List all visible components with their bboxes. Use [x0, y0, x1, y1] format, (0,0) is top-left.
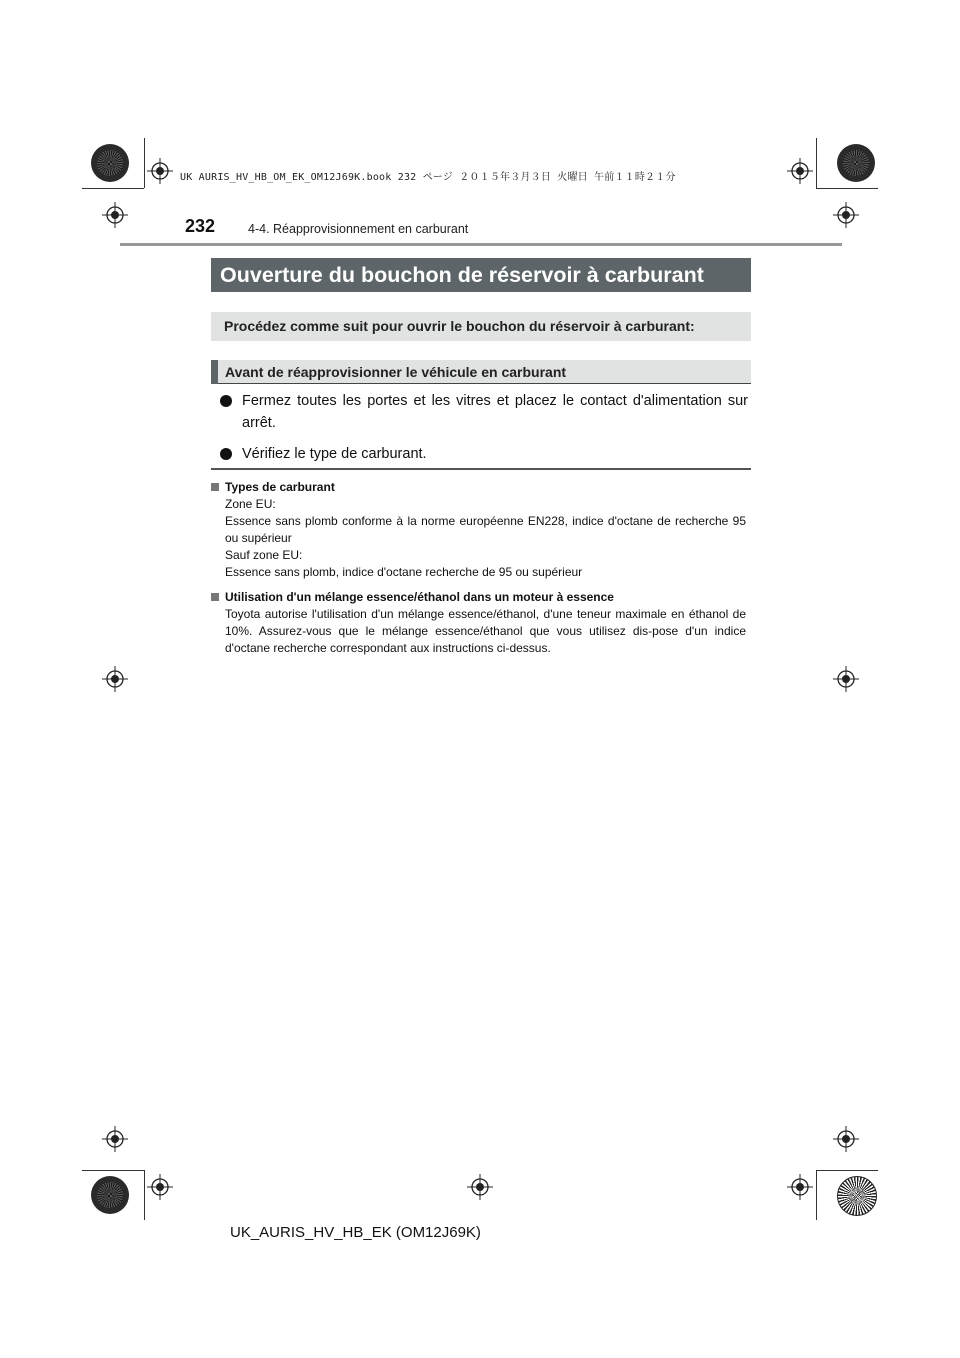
registration-mark-icon — [147, 1174, 173, 1200]
registration-mark-icon — [787, 158, 813, 184]
registration-mark-icon — [147, 158, 173, 184]
crop-line — [816, 188, 878, 189]
crop-line — [816, 1170, 878, 1171]
color-rosette-top-right — [837, 144, 875, 182]
registration-mark-icon — [833, 202, 859, 228]
color-rosette-top-left — [91, 144, 129, 182]
header-rule — [120, 243, 842, 246]
section-header: 4-4. Réapprovisionnement en carburant — [248, 222, 469, 236]
crop-line — [816, 138, 817, 188]
list-item — [212, 443, 748, 465]
registration-mark-icon — [102, 1126, 128, 1152]
section-divider — [211, 468, 751, 470]
registration-mark-icon — [102, 202, 128, 228]
page-title: Ouverture du bouchon de réservoir à carburant — [211, 258, 751, 292]
list-item-text: Vérifiez le type de carburant. — [242, 446, 427, 462]
registration-mark-icon — [102, 666, 128, 692]
crop-line — [144, 1170, 145, 1220]
intro-box: Procédez comme suit pour ouvrir le bouchon du réservoir à carburant: — [211, 312, 751, 341]
note-line: Sauf zone EU: — [225, 548, 303, 562]
subsection-heading-label: Avant de réapprovisionner le véhicule en carburant — [225, 364, 567, 380]
crop-line — [816, 1170, 817, 1220]
registration-mark-icon — [467, 1174, 493, 1200]
registration-mark-icon — [833, 666, 859, 692]
crop-line — [82, 1170, 144, 1171]
color-rosette-bottom-left — [91, 1176, 129, 1214]
square-bullet-icon — [211, 593, 219, 601]
note-ethanol-blend — [211, 589, 746, 657]
page-number: 232 — [185, 216, 216, 236]
registration-mark-icon — [833, 1126, 859, 1152]
note-line: Essence sans plomb conforme à la norme européenne EN228, indice d'octane de recherche 95 ou supérieur — [225, 514, 746, 545]
crop-line — [144, 138, 145, 188]
list-item — [212, 390, 748, 434]
bullet-icon — [220, 448, 232, 460]
bullet-icon — [220, 395, 232, 407]
note-line: Essence sans plomb, indice d'octane recherche de 95 ou supérieur — [225, 565, 583, 579]
book-file-stamp: UK AURIS_HV_HB_OM_EK_OM12J69K.book 232 ページ ２０１５年３月３日 火曜日 午前１１時２１分 — [180, 172, 676, 183]
note-fuel-types — [211, 479, 746, 581]
square-bullet-icon — [211, 483, 219, 491]
note-line: Toyota autorise l'utilisation d'un mélange essence/éthanol, d'une teneur maximale en éthanol de 10%. Assurez-vous que le mélange essence/éthanol que vous utilisez dis-pose d'un indice d'octane recherche correspondant aux instructions ci-dessus. — [225, 607, 746, 655]
list-item-text: Fermez toutes les portes et les vitres et placez le contact d'alimentation sur arrêt. — [242, 393, 748, 431]
note-heading — [211, 589, 746, 606]
notes-section — [211, 479, 746, 665]
footer-code: UK_AURIS_HV_HB_EK (OM12J69K) — [230, 1224, 481, 1241]
bullet-list — [212, 390, 748, 474]
note-heading — [211, 479, 746, 496]
note-heading-text: Types de carburant — [225, 480, 335, 494]
subsection-heading — [211, 360, 751, 384]
note-line: Zone EU: — [225, 497, 276, 511]
subsection-accent-bar — [211, 360, 218, 384]
crop-line — [82, 188, 144, 189]
color-rosette-bottom-right — [837, 1176, 877, 1216]
registration-mark-icon — [787, 1174, 813, 1200]
note-heading-text: Utilisation d'un mélange essence/éthanol dans un moteur à essence — [225, 590, 614, 604]
